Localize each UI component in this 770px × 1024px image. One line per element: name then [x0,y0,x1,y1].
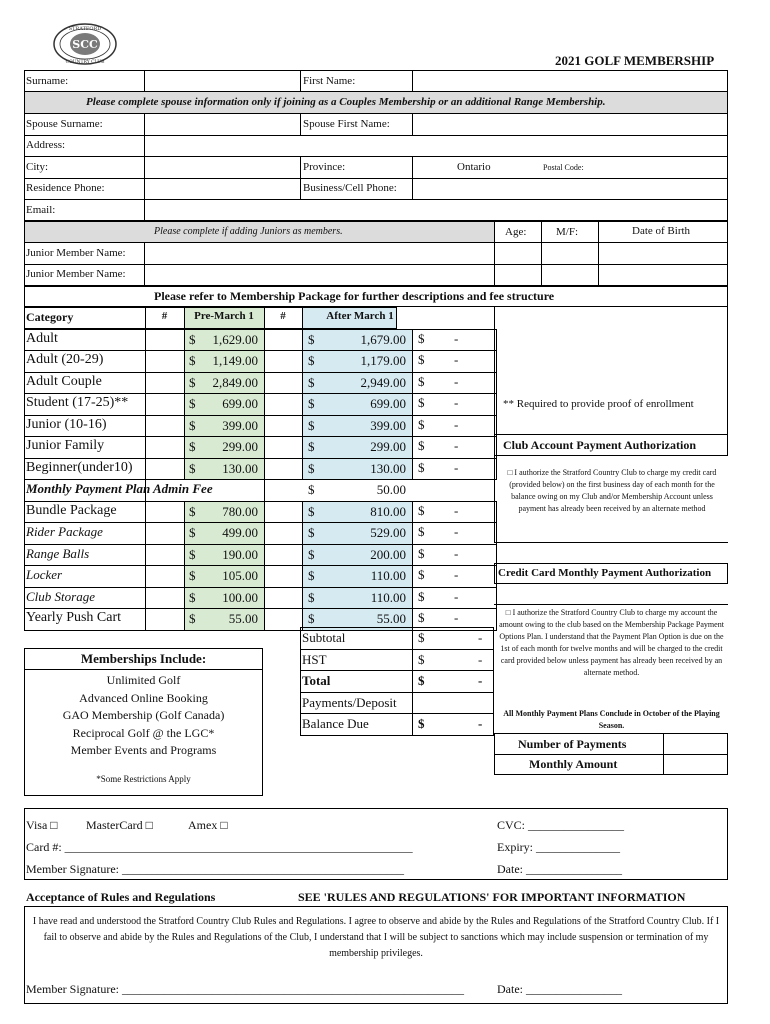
rules-see-note: SEE 'RULES AND REGULATIONS' FOR IMPORTANT INFORMATION [298,890,686,904]
fee-name-7: Monthly Payment Plan Admin Fee [26,481,213,496]
includes-item-0: Unlimited Golf [106,673,181,687]
province-value[interactable]: Ontario [457,161,491,173]
card-number-field[interactable]: Card #: __________________________________________________________ [26,840,413,854]
spouse-first-name-label: Spouse First Name: [303,118,390,130]
fee-pre-value-2: 2,849.00 [212,374,258,390]
monthly-amount-label: Monthly Amount [529,757,618,771]
fee-pre-currency-10: $ [189,546,196,562]
city-label: City: [26,161,49,173]
fee-total-currency-10: $ [418,545,425,561]
includes-item-2: GAO Membership (Golf Canada) [62,708,225,722]
fee-pre-currency-2: $ [189,374,196,390]
cc-auth-text[interactable]: □ I authorize the Stratford Country Club to charge my account the amount owing to the club based on the Membership Package Payment Options Plan. I understand that the Payment Plan Option is due on the 1st of each month for twelve months and will be charged to the credit card provided below unless payment has already been received by an alternate method. [499,608,724,677]
totals-currency-2: $ [418,673,425,688]
fee-total-dash-12: - [454,588,459,604]
fee-name-4: Junior (10-16) [26,416,107,432]
fee-total-dash-3: - [454,395,459,410]
business-phone-input[interactable] [414,179,726,199]
fee-pre-currency-4: $ [189,417,196,433]
spouse-surname-input[interactable] [146,114,299,134]
fee-name-3: Student (17-25)** [26,395,129,410]
totals-dash-2: - [478,673,483,688]
fee-name-1: Adult (20-29) [26,352,104,367]
rules-date-field[interactable]: Date: ________________ [497,982,622,996]
fee-pre-value-10: 190.00 [222,546,258,562]
fee-total-dash-8: - [454,502,459,518]
address-input[interactable] [146,136,726,156]
fee-after-value-8: 810.00 [370,503,406,519]
fee-after-currency-3: $ [308,396,315,411]
city-input[interactable] [146,157,299,177]
fee-total-currency-13: $ [418,610,425,625]
first-name-label: First Name: [303,75,356,87]
totals-label-4: Balance Due [302,716,369,731]
fee-pre-value-8: 780.00 [222,503,258,519]
rules-text: I have read and understood the Stratford Country Club Rules and Regulations. I agree to observe and abide by the Rules and Regulations of the Stratford Country Club. If I fail to observe and abide by the Rules and Regulations of the Club, I understand that I will be subject to sanctions which may include suspension or termination of my membership privileges. [32,916,720,959]
mf-label: M/F: [556,226,579,238]
totals-label-3: Payments/Deposit [302,694,397,710]
fee-total-currency-12: $ [418,588,425,604]
rules-heading: Acceptance of Rules and Regulations [26,890,216,904]
enrollment-note: ** Required to provide proof of enrollment [503,398,694,410]
visa-checkbox[interactable]: Visa □ [26,818,58,832]
fee-after-value-3: 699.00 [370,396,406,411]
totals-label-2: Total [302,673,331,688]
fee-after-currency-10: $ [308,546,315,562]
fee-name-2: Adult Couple [26,373,102,389]
fee-after-value-11: 110.00 [370,568,406,583]
svg-text:COUNTRY CLUB: COUNTRY CLUB [65,60,105,65]
fee-pre-value-1: 1,149.00 [212,353,258,368]
age-label: Age: [505,226,527,238]
club-auth-text[interactable]: □ I authorize the Stratford Country Club to charge my credit card (provided below) on the first business day of each month for the balance owing on my Club and/or Membership Account unless payment has already been received by an alternate method [507,468,717,513]
fee-after-currency-4: $ [308,417,315,433]
fee-pre-currency-12: $ [189,589,196,605]
fee-pre-value-12: 100.00 [222,589,258,605]
fee-total-dash-5: - [454,438,459,453]
fee-name-8: Bundle Package [26,502,117,518]
fee-pre-value-9: 499.00 [222,525,258,540]
fee-pre-currency-6: $ [189,460,196,476]
fee-after-currency-9: $ [308,525,315,540]
fee-total-currency-5: $ [418,438,425,453]
fee-header-category: Category [26,310,74,324]
fee-total-dash-11: - [454,567,459,582]
fee-header-count-after: # [280,310,286,322]
fee-pre-currency-9: $ [189,525,196,540]
svg-text:STRATFORD: STRATFORD [68,26,102,32]
amex-checkbox[interactable]: Amex □ [188,818,228,832]
fee-total-dash-9: - [454,524,459,539]
residence-phone-label: Residence Phone: [26,182,105,194]
fee-pre-value-6: 130.00 [222,460,258,476]
fee-after-value-5: 299.00 [370,439,406,454]
totals-table [300,627,494,735]
fee-pre-currency-0: $ [189,331,196,347]
postal-code-label: Postal Code: [543,163,584,172]
fee-total-currency-2: $ [418,373,425,389]
fee-table [24,307,496,627]
totals-dash-4: - [478,716,483,731]
fee-total-dash-1: - [454,352,459,367]
fee-header-after-march: After March 1 [326,310,394,322]
fee-after-currency-2: $ [308,374,315,390]
fee-after-currency-0: $ [308,331,315,347]
junior-name-label-2: Junior Member Name: [26,268,126,280]
fee-after-value-0: 1,679.00 [360,331,406,347]
residence-phone-input[interactable] [146,179,299,199]
package-note: Please refer to Membership Package for further descriptions and fee structure [154,289,555,303]
fee-after-currency-8: $ [308,503,315,519]
fee-name-13: Yearly Push Cart [26,610,122,625]
surname-input[interactable] [146,71,299,91]
fee-after-value-9: 529.00 [370,525,406,540]
fee-total-currency-8: $ [418,502,425,518]
svg-text:SCC: SCC [72,38,98,51]
fee-pre-value-4: 399.00 [222,417,258,433]
fee-after-currency-13: $ [308,611,315,626]
monthly-amount-input[interactable] [665,755,727,774]
fee-total-dash-2: - [454,373,459,389]
fee-after-value-7: 50.00 [376,482,406,497]
restrictions-note: *Some Restrictions Apply [96,774,191,784]
fee-pre-value-13: 55.00 [228,611,258,626]
number-of-payments-label: Number of Payments [518,737,627,751]
fee-name-12: Club Storage [26,588,95,604]
fee-total-dash-6: - [454,459,459,475]
totals-label-0: Subtotal [302,630,346,645]
cc-auth-note: All Monthly Payment Plans Conclude in October of the Playing Season. [503,709,720,730]
fee-pre-currency-13: $ [189,611,196,626]
fee-header-pre-march: Pre-March 1 [194,310,254,322]
first-name-input[interactable] [414,71,726,91]
number-of-payments-input[interactable] [665,734,727,753]
fee-name-0: Adult [26,330,58,346]
totals-dash-1: - [478,651,483,667]
fee-total-currency-0: $ [418,330,425,346]
totals-label-1: HST [302,651,327,667]
fee-pre-currency-5: $ [189,439,196,454]
totals-currency-4: $ [418,716,425,731]
juniors-note: Please complete if adding Juniors as members. [154,226,343,237]
mastercard-checkbox[interactable]: MasterCard □ [86,818,153,832]
business-phone-label: Business/Cell Phone: [303,182,397,194]
spouse-surname-label: Spouse Surname: [26,118,103,130]
fee-name-5: Junior Family [26,438,105,453]
includes-item-1: Advanced Online Booking [79,690,208,705]
spouse-note: Please complete spouse information only if joining as a Couples Membership or an additional Range Membership. [86,96,606,108]
fee-name-11: Locker [26,567,63,582]
totals-currency-0: $ [418,630,425,645]
fee-header-count-pre: # [161,310,168,322]
junior-name-label-1: Junior Member Name: [26,247,126,259]
includes-item-4: Member Events and Programs [70,743,217,757]
rules-signature-field[interactable]: Member Signature: _________________________________________________________ [26,982,464,996]
expiry-field[interactable]: Expiry: ______________ [497,840,620,854]
cvc-field[interactable]: CVC: ________________ [497,818,625,832]
fee-pre-value-0: 1,629.00 [212,331,258,347]
fee-name-10: Range Balls [26,545,90,561]
fee-total-currency-4: $ [418,416,425,432]
junior-name-input-2[interactable] [146,265,493,285]
email-input[interactable] [146,200,726,220]
includes-list [24,672,263,760]
fee-total-currency-9: $ [418,524,425,539]
spouse-first-name-input[interactable] [414,114,726,134]
fee-after-currency-1: $ [308,353,315,368]
fee-total-dash-13: - [454,610,459,625]
fee-after-value-6: 130.00 [370,460,406,476]
page-title: 2021 GOLF MEMBERSHIP [555,53,715,68]
surname-label: Surname: [26,75,69,87]
fee-after-currency-12: $ [308,589,315,605]
fee-after-value-2: 2,949.00 [360,374,406,390]
fee-after-value-12: 110.00 [370,589,406,605]
club-logo [52,22,118,66]
address-label: Address: [26,139,66,151]
fee-after-value-13: 55.00 [376,611,406,626]
fee-after-value-1: 1,179.00 [360,353,406,368]
fee-pre-currency-1: $ [189,353,196,368]
fee-pre-currency-11: $ [189,568,196,583]
fee-total-currency-6: $ [418,459,425,475]
member-signature-field[interactable]: Member Signature: _______________________________________________ [26,862,404,876]
date-field[interactable]: Date: ________________ [497,862,622,876]
includes-item-3: Reciprocal Golf @ the LGC* [72,725,215,740]
fee-pre-currency-8: $ [189,503,196,519]
fee-total-dash-0: - [454,330,459,346]
fee-pre-value-3: 699.00 [222,396,258,411]
includes-title: Memberships Include: [80,651,207,666]
club-auth-title: Club Account Payment Authorization [503,438,697,452]
fee-total-currency-1: $ [418,352,425,367]
cc-auth-title: Credit Card Monthly Payment Authorization [498,567,712,579]
junior-name-input-1[interactable] [146,243,493,263]
fee-total-currency-3: $ [418,395,425,410]
fee-total-dash-10: - [454,545,459,561]
fee-name-6: Beginner(under10) [26,459,133,475]
email-label: Email: [26,204,56,216]
fee-name-9: Rider Package [26,524,103,539]
fee-pre-value-11: 105.00 [222,568,258,583]
dob-label: Date of Birth [632,225,691,237]
province-label: Province: [303,161,346,173]
fee-pre-currency-3: $ [189,396,196,411]
fee-after-value-4: 399.00 [370,417,406,433]
totals-currency-1: $ [418,651,425,667]
fee-after-currency-11: $ [308,568,315,583]
fee-total-dash-4: - [454,416,459,432]
totals-dash-0: - [478,630,483,645]
fee-pre-value-5: 299.00 [222,439,258,454]
fee-after-value-10: 200.00 [370,546,406,562]
fee-after-currency-7: $ [308,482,315,497]
fee-total-currency-11: $ [418,567,425,582]
fee-after-currency-6: $ [308,460,315,476]
fee-after-currency-5: $ [308,439,315,454]
